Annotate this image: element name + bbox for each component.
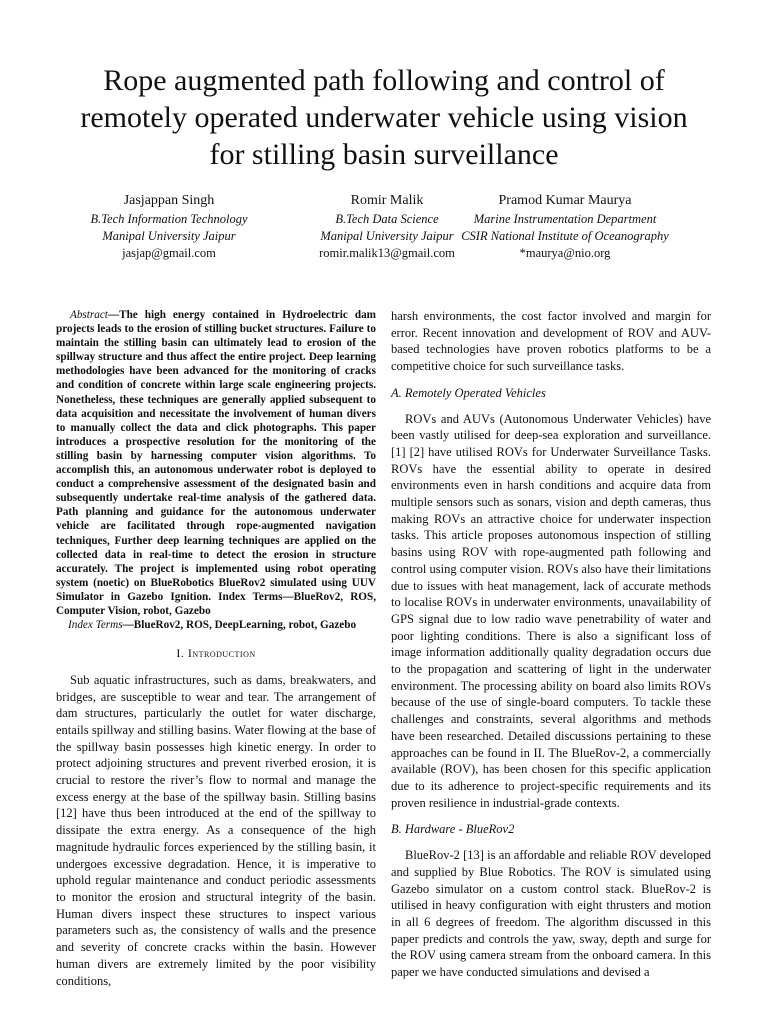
continued-paragraph: harsh environments, the cost factor involved and margin for error. Recent innovation and development of ROV and AUV-based technologies have proven robotics platforms to be a competitive choice for such surveillance tasks. bbox=[391, 309, 711, 374]
author-organization: Manipal University Jaipur bbox=[102, 229, 236, 243]
left-column bbox=[56, 308, 376, 989]
author-3 bbox=[440, 192, 690, 262]
author-organization: CSIR National Institute of Oceanography bbox=[461, 229, 669, 243]
author-organization: Manipal University Jaipur bbox=[320, 229, 454, 243]
author-email: jasjap@gmail.com bbox=[122, 246, 216, 260]
author-name: Jasjappan Singh bbox=[123, 193, 215, 208]
author-department: B.Tech Data Science bbox=[335, 212, 439, 226]
hardware-paragraph: BlueRov-2 [13] is an affordable and reliable ROV developed and supplied by Blue Robotics. The ROV is simulated using Gazebo simulator on a custom control stack. BlueRov-2 is utilised in heavy configuration with eight thrusters and motion in all 6 degrees of freedom. The algorithm discussed in this paper predicts and controls the yaw, sway, depth and surge for the ROV using camera stream from the onboard camera. In this paper we have conducted simulations and devised a bbox=[391, 848, 711, 980]
abstract-label: Abstract bbox=[70, 309, 108, 321]
index-terms bbox=[56, 618, 376, 632]
introduction-paragraph: Sub aquatic infrastructures, such as dams, breakwaters, and bridges, are susceptible to wear and tear. The arrangement of dam structures, particularly the outlet for water discharge, entails spillway and stilling basins. Water flowing at the base of the spillway basin possesses high kinetic energy. In order to protect adjoining structures and prevent riverbed erosion, it is crucial to restore the river’s flow to normal and manage the excess energy at the base of the spillway basin. Stilling basins [12] have thus been introduced at the end of the spillway to dissipate the extra energy. As a consequence of the high magnitude hydraulic forces experienced by the stilling basin, it undergoes excessive degradation. Hence, it is imperative to uphold regular maintenance and conduct periodic assessments to monitor the erosion and structural integrity of the basin. Human divers inspect these structures to inspect various parameters such as, the consistency of walls and the presence and severity of concrete cracks within the basin. However human divers are extremely limited by the poor visibility conditions, bbox=[56, 672, 376, 988]
author-1 bbox=[44, 192, 294, 262]
paper-title: Rope augmented path following and control of remotely operated underwater vehicle using vision for stilling basin surveillance bbox=[80, 64, 688, 171]
rov-paragraph: ROVs and AUVs (Autonomous Underwater Vehicles) have been vastly utilised for deep-sea exploration and surveillance. [1] [2] have utilised ROVs for Underwater Surveillance Tasks. ROVs have the essential ability to operate in desired environments even in harsh conditions and acquire data from multiple sensors such as sonars, vision and depth cameras, thus making ROVs an attractive choice for underwater inspection tasks. This article proposes autonomous inspection of stilling basins using ROV with rope-augmented path following and control using computer vision. ROVs also have their limitations due to issues with heat management, lack of accurate methods to localise ROVs in underwater environments, unavailability of GPS signal due to low radio wave penetrability of water and poor lighting conditions. There is also a significant loss of image information additionally quality degradation occurs due to the propagation and scattering of light in the underwater environment. The processing ability on board also limits ROVs because of the use of single-board computers. To tackle these challenges and constraints, several algorithms and methods have been researched. Detailed discussions pertaining to these approaches can be found in II. The BlueRov-2, a commercially available (ROV), has been chosen for this specific application due to its adherence to project-specific requirements and its proven resilience in industrial-grade contexts. bbox=[391, 411, 711, 810]
subsection-heading-hardware: B. Hardware - BlueRov2 bbox=[391, 822, 515, 837]
abstract bbox=[56, 308, 376, 618]
subsection-heading-rov: A. Remotely Operated Vehicles bbox=[391, 385, 546, 400]
right-column bbox=[391, 308, 711, 981]
author-department: B.Tech Information Technology bbox=[90, 212, 248, 226]
author-email: *maurya@nio.org bbox=[519, 246, 611, 260]
index-terms-text: —BlueRov2, ROS, DeepLearning, robot, Gazebo bbox=[122, 619, 357, 632]
author-name: Romir Malik bbox=[350, 193, 424, 208]
author-email: romir.malik13@gmail.com bbox=[319, 246, 455, 260]
abstract-text: —The high energy contained in Hydroelectric dam projects leads to the erosion of stilling bucket structures. Failure to maintain the stilling basin can ultimately lead to erosion of the spillway structure and thus affect the entire project. Deep learning methodologies have been advanced for the monitoring of cracks and condition of concrete within large scale engineering projects. Nonetheless, these techniques are generally applied subsequent to data acquisition and necessitate the involvement of human divers to manually collect the data and click photographs. This paper introduces a prospective resolution for the monitoring of the stilling basin by harnessing computer vision algorithms. To accomplish this, an autonomous underwater robot is deployed to conduct a comprehensive assessment of the designated basin and subsequently undertake real-time analysis of the gathered data. Path planning and guidance for the autonomous underwater vehicle are facilitated through rope-augmented navigation techniques, Further deep learning techniques are applied on the collected data in real-time to detect the erosion in structure accurately. The project is implemented using robot operating system (noetic) on BlueRobotics BlueRov2 simulated using UUV Simulator in Gazebo Ignition. Index Terms—BlueRov2, ROS, Computer Vision, robot, Gazebo bbox=[56, 309, 376, 617]
index-terms-label: Index Terms bbox=[68, 619, 123, 632]
section-heading-introduction: I. Introduction bbox=[176, 646, 256, 661]
author-department: Marine Instrumentation Department bbox=[473, 212, 657, 226]
author-name: Pramod Kumar Maurya bbox=[498, 193, 632, 208]
